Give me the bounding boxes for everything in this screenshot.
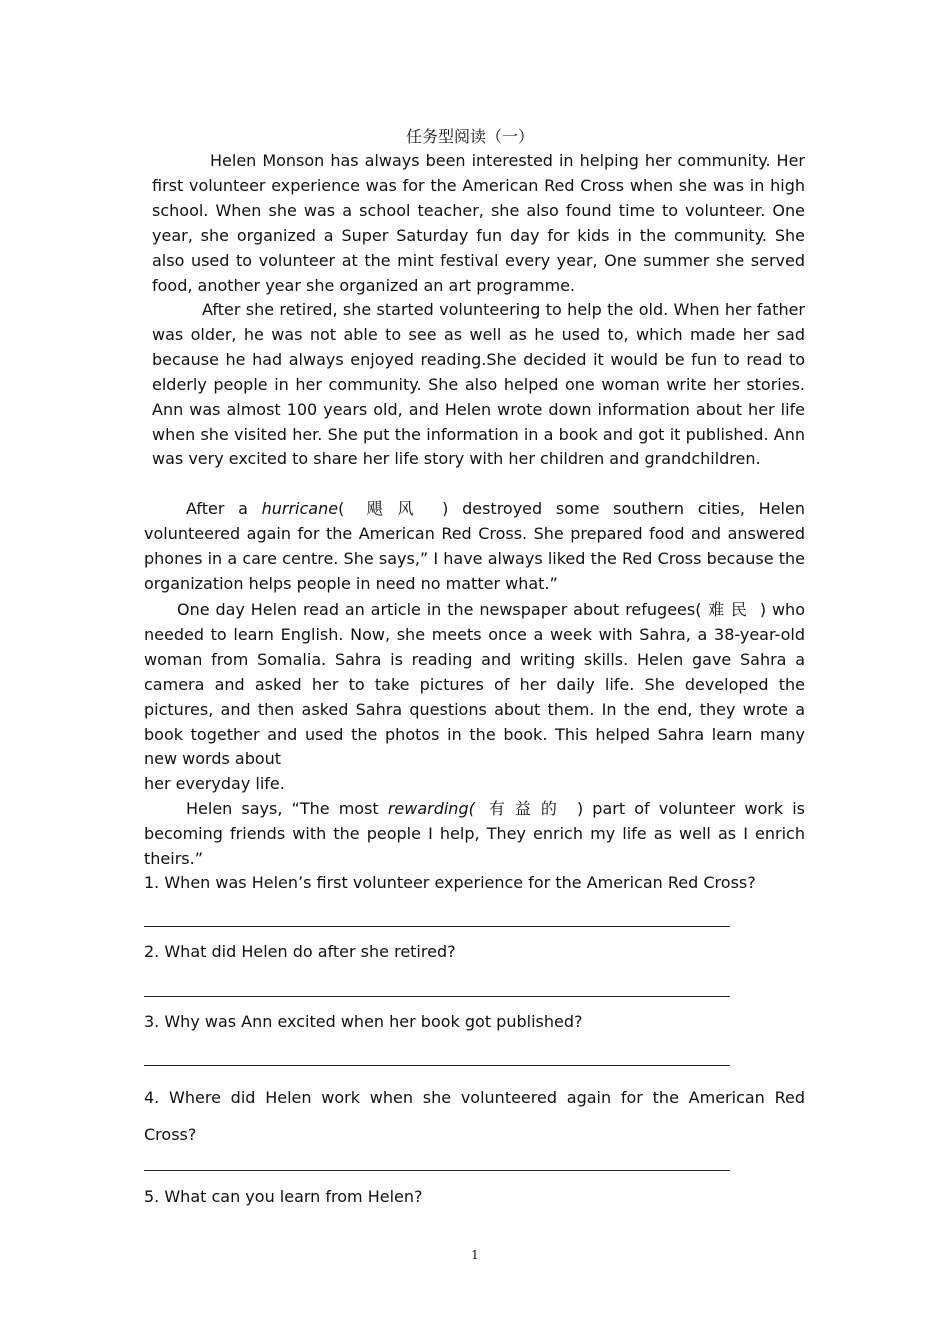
passage-paragraph-2 bbox=[152, 298, 805, 472]
passage-paragraph-3 bbox=[144, 497, 805, 597]
word-hurricane: hurricane bbox=[261, 499, 339, 518]
paragraph-5-lead: Helen says, “The most bbox=[186, 799, 388, 818]
gloss-open: ( bbox=[338, 499, 345, 518]
paragraph-5-text bbox=[144, 797, 805, 872]
paragraph-5-rest: ) part of volunteer work is becoming friends with the people I help, They enrich my life as well as I enrich theirs.” bbox=[144, 799, 805, 868]
answer-line-4[interactable] bbox=[144, 1170, 730, 1171]
question-3: 3. Why was Ann excited when her book got published? bbox=[144, 1012, 583, 1031]
answer-line-1[interactable] bbox=[144, 926, 730, 927]
question-1: 1. When was Helen’s first volunteer experience for the American Red Cross? bbox=[144, 873, 756, 892]
paragraph-3-text bbox=[144, 497, 805, 597]
passage-paragraph-4 bbox=[144, 598, 805, 797]
page-number: 1 bbox=[471, 1248, 479, 1262]
document-title: 任务型阅读（一） bbox=[405, 127, 534, 146]
answer-line-2[interactable] bbox=[144, 996, 730, 997]
passage-paragraph-5 bbox=[144, 797, 805, 872]
paragraph-3-lead: After a bbox=[186, 499, 262, 518]
paragraph-4-lead: One day Helen read an article in the newspaper about refugees( bbox=[177, 600, 702, 619]
word-rewarding: rewarding( bbox=[387, 799, 475, 818]
paragraph-4-text bbox=[144, 598, 805, 772]
passage-paragraph-1 bbox=[152, 149, 805, 298]
gloss-refugees: 难民 bbox=[707, 600, 754, 619]
paragraph-3-rest: destroyed some southern cities, Helen volunteered again for the American Red Cross. She prepared food and answered phones in a care centre. She says,” I have always liked the Red Cross because the organization helps people in need no matter what.” bbox=[144, 499, 805, 593]
paragraph-1-text: Helen Monson has always been interested in helping her community. Her first volunteer experience was for the American Red Cross when she was in high school. When she was a school teacher, she also found time to volunteer. One year, she organized a Super Saturday fun day for kids in the community. She also used to volunteer at the mint festival every year, One summer she served food, another year she organized an art programme. bbox=[152, 151, 805, 295]
gloss-close: ) bbox=[442, 499, 449, 518]
question-4: 4. Where did Helen work when she volunteered again for the American Red Cross? bbox=[144, 1088, 805, 1144]
paragraph-4-end: her everyday life. bbox=[144, 774, 285, 794]
paragraph-2-text: After she retired, she started volunteering to help the old. When her father was older, he was not able to see as well as he used to, which made her sad because he had always enjoyed reading.She decided it would be fun to read to elderly people in her community. She also helped one woman write her stories. Ann was almost 100 years old, and Helen wrote down information about her life when she visited her. She put the information in a book and got it published. Ann was very excited to share her life story with her children and grandchildren. bbox=[152, 300, 805, 469]
question-2: 2. What did Helen do after she retired? bbox=[144, 942, 456, 961]
gloss-rewarding: 有益的 bbox=[484, 799, 567, 818]
paragraph-4-rest: ) who needed to learn English. Now, she meets once a week with Sahra, a 38-year-old woman from Somalia. Sahra is reading and writing skills. Helen gave Sahra a camera and asked her to take pictures of her daily life. She developed the pictures, and then asked Sahra questions about them. In the end, they wrote a book together and used the photos in the book. This helped Sahra learn many new words about bbox=[144, 600, 805, 769]
gloss-hurricane: 飓风 bbox=[358, 499, 429, 518]
question-5: 5. What can you learn from Helen? bbox=[144, 1187, 423, 1206]
answer-line-3[interactable] bbox=[144, 1065, 730, 1066]
